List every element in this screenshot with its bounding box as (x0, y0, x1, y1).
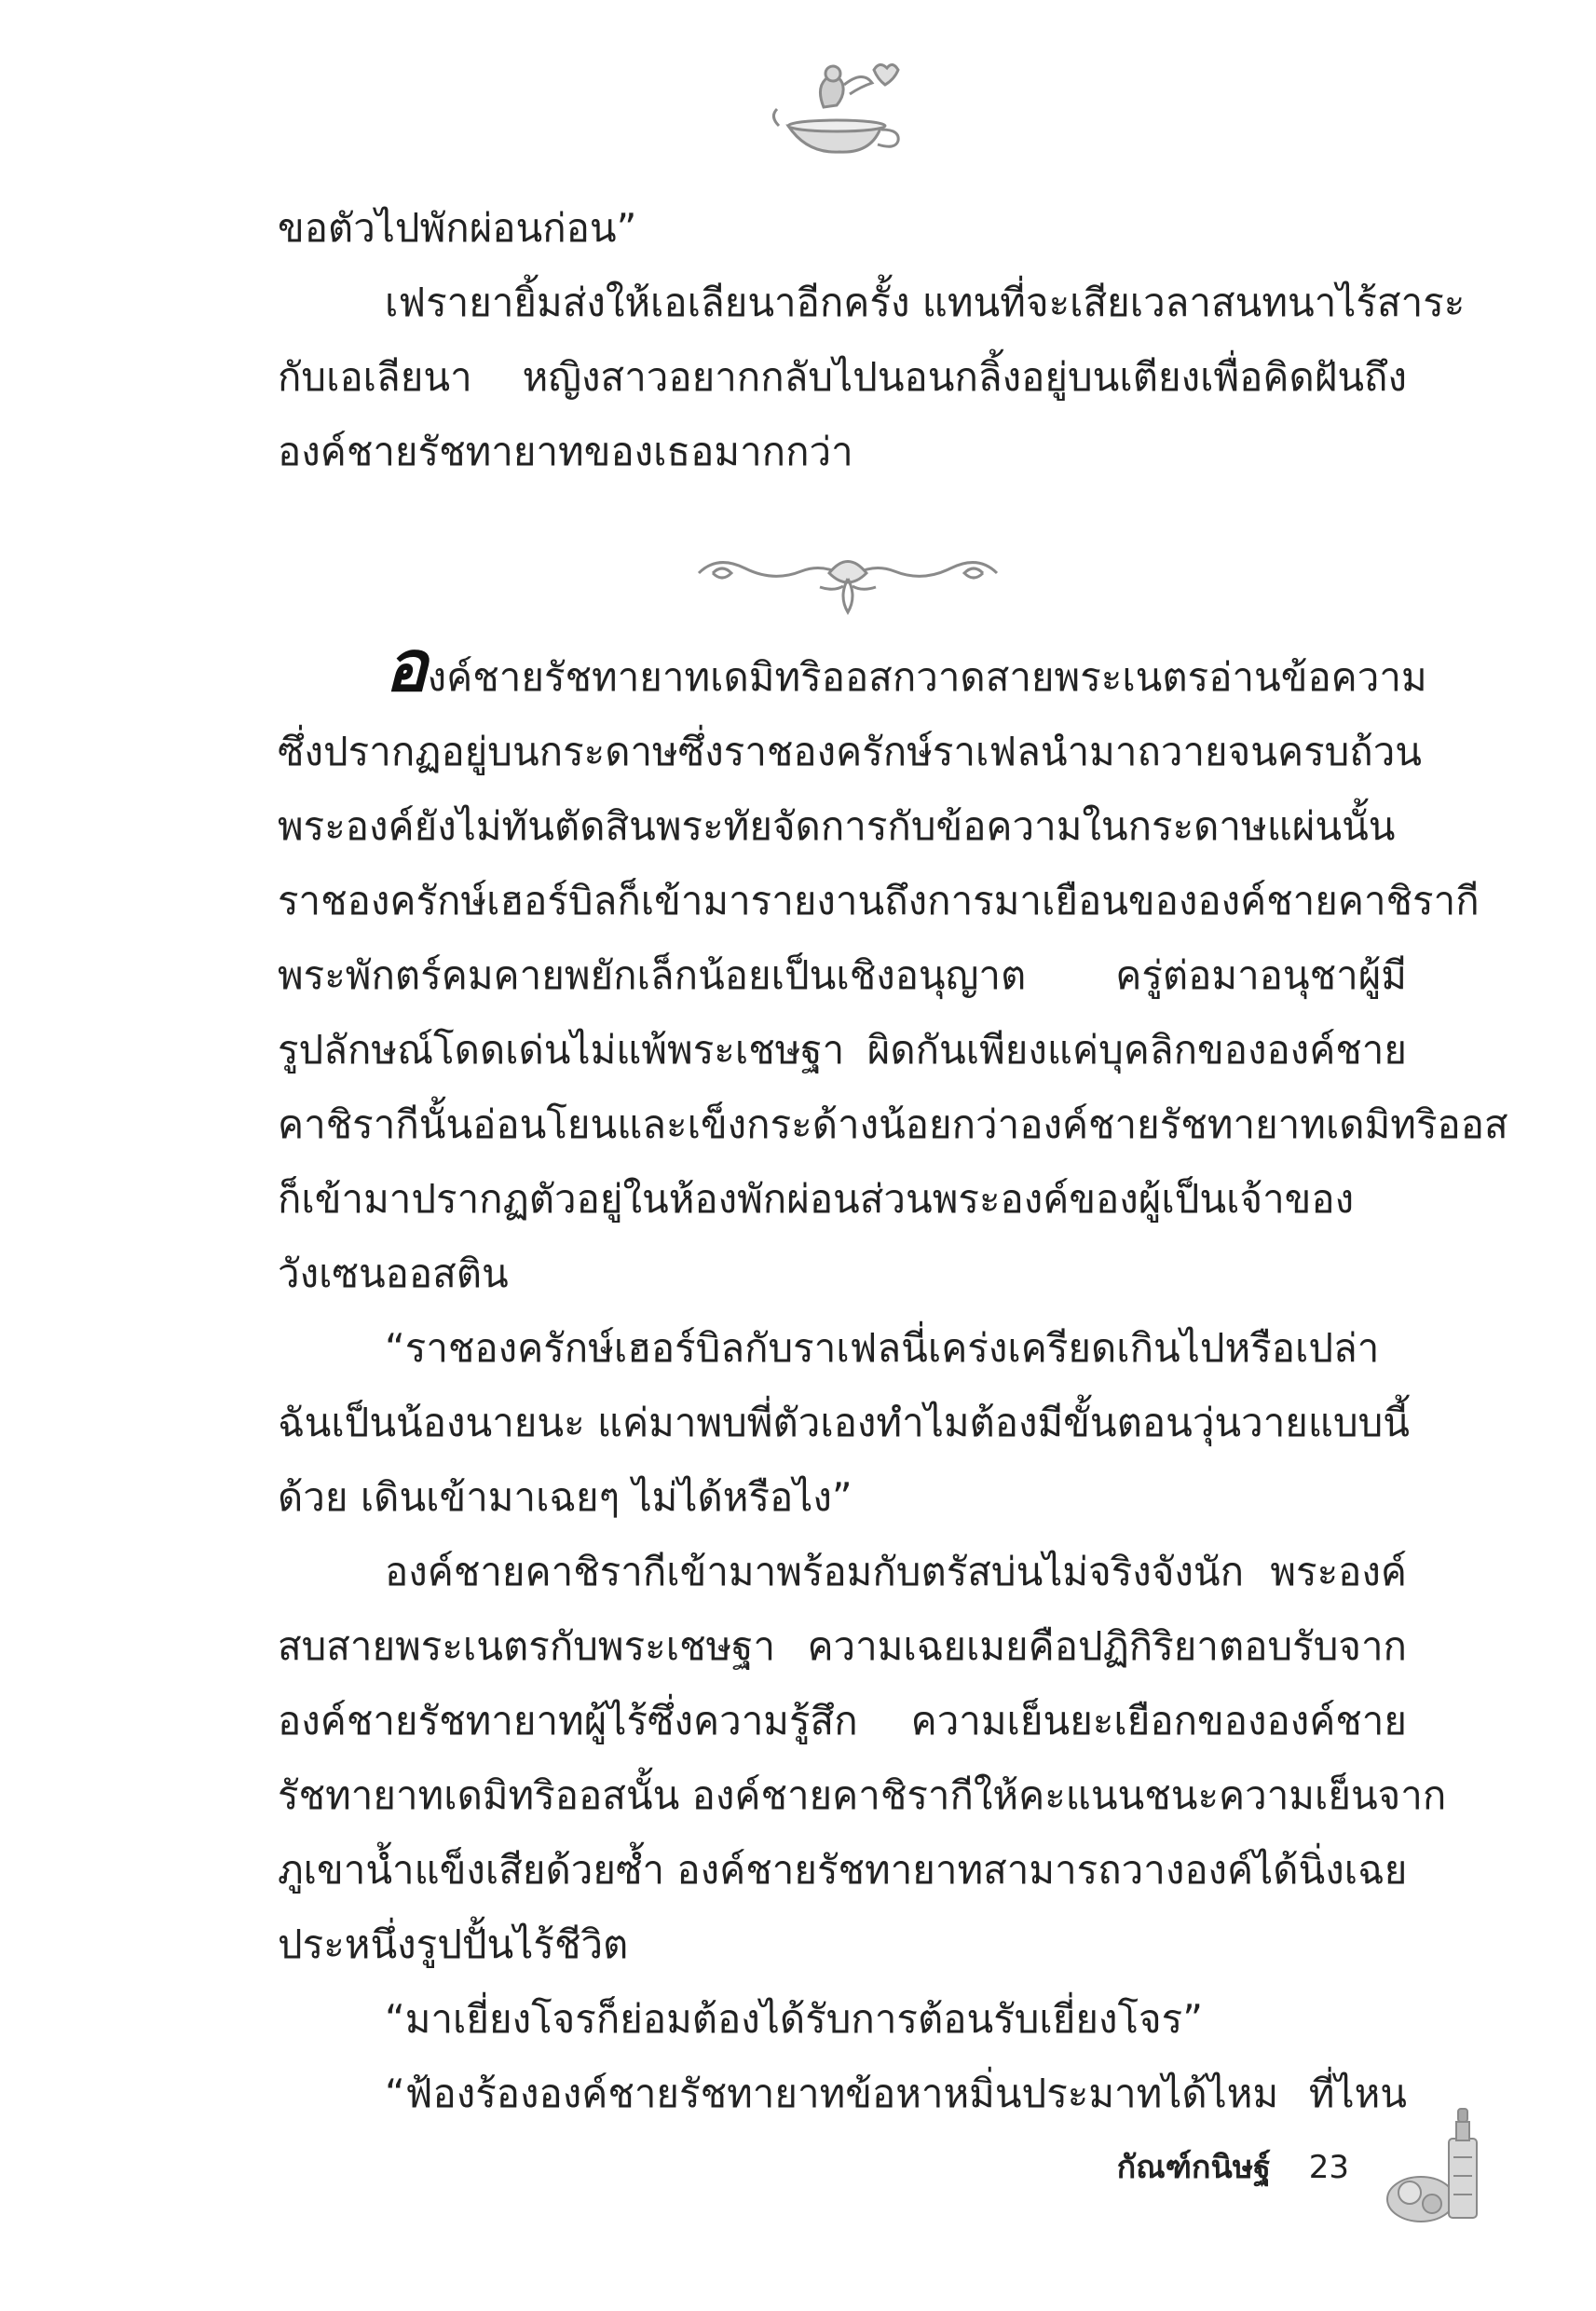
text-line (278, 624, 1427, 715)
main-text (278, 624, 1508, 2131)
teacup-cupid-ornament-icon (770, 51, 909, 163)
text-line: องค์ชายรัชทายาทของเธอมากกว่า (278, 429, 853, 474)
text-line: องค์ชายคาชิรากีเข้ามาพร้อมกับตรัสบ่นไม่จริงจังนัก พระองค์ (385, 1549, 1407, 1594)
first-line-text: งค์ชายรัชทายาทเดมิทริออสกวาดสายพระเนตรอ่านข้อความ (427, 654, 1427, 700)
text-line: รัชทายาทเดมิทริออสนั้น องค์ชายคาชิรากีให้คะแนนชนะความเย็นจาก (278, 1772, 1447, 1818)
text-line: “ราชองครักษ์เฮอร์บิลกับราเฟลนี่เคร่งเครียดเกินไปหรือเปล่า (385, 1325, 1380, 1371)
text-line: ประหนึ่งรูปปั้นไร้ชีวิต (278, 1921, 629, 1967)
text-line: ด้วย เดินเข้ามาเฉยๆ ไม่ได้หรือไง” (278, 1474, 853, 1520)
text-line: วังเซนออสติน (278, 1251, 509, 1296)
text-line: ราชองครักษ์เฮอร์บิลก็เข้ามารายงานถึงการมาเยือนขององค์ชายคาชิรากี (278, 878, 1480, 923)
text-line: องค์ชายรัชทายาทผู้ไร้ซึ่งความรู้สึก ความเย็นยะเยือกขององค์ชาย (278, 1698, 1407, 1744)
drop-cap: อ (385, 624, 428, 707)
page-number: 23 (1308, 2149, 1349, 2186)
text-line: กับเอเลียนา หญิงสาวอยากกลับไปนอนกลิ้งอยู่บนเตียงเพื่อคิดฝันถึง (278, 354, 1407, 400)
perfume-bottle-ornament-icon (1384, 2101, 1491, 2227)
text-line: รูปลักษณ์โดดเด่นไม่แพ้พระเชษฐา ผิดกันเพียงแค่บุคลิกขององค์ชาย (278, 1027, 1407, 1073)
text-line: ก็เข้ามาปรากฏตัวอยู่ในห้องพักผ่อนส่วนพระองค์ของผู้เป็นเจ้าของ (278, 1176, 1355, 1222)
text-line: เฟรายายิ้มส่งให้เอเลียนาอีกครั้ง แทนที่จะเสียเวลาสนทนาไร้สาระ (385, 280, 1466, 325)
text-line: “ฟ้องร้ององค์ชายรัชทายาทข้อหาหมิ่นประมาทได้ไหม ที่ไหน (385, 2071, 1407, 2116)
text-line: ซึ่งปรากฏอยู่บนกระดาษซึ่งราชองครักษ์ราเฟลนำมาถวายจนครบถ้วน (278, 729, 1423, 774)
text-line: ขอตัวไปพักผ่อนก่อน” (278, 205, 637, 251)
text-line: คาชิรากีนั้นอ่อนโยนและเข็งกระด้างน้อยกว่าองค์ชายรัชทายาทเดมิทริออส (278, 1101, 1508, 1147)
book-title: กัณฑ์กนิษฐ์ (1116, 2149, 1271, 2186)
flourish-divider-icon (689, 545, 1006, 620)
text-line: พระพักตร์คมคายพยักเล็กน้อยเป็นเชิงอนุญาต ครู่ต่อมาอนุชาผู้มี (278, 952, 1407, 998)
text-line: พระองค์ยังไม่ทันตัดสินพระทัยจัดการกับข้อความในกระดาษแผ่นนั้น (278, 803, 1396, 849)
text-line: ภูเขาน้ำแข็งเสียด้วยซ้ำ องค์ชายรัชทายาทสามารถวางองค์ได้นิ่งเฉย (278, 1847, 1408, 1893)
text-line: “มาเยี่ยงโจรก็ย่อมต้องได้รับการต้อนรับเยี่ยงโจร” (385, 1996, 1203, 2042)
top-paragraphs (278, 191, 1466, 489)
page-footer (1117, 2141, 1349, 2192)
text-line: สบสายพระเนตรกับพระเชษฐา ความเฉยเมยคือปฏิกิริยาตอบรับจาก (278, 1623, 1407, 1669)
text-line: ฉันเป็นน้องนายนะ แค่มาพบพี่ตัวเองทำไมต้องมีขั้นตอนวุ่นวายแบบนี้ (278, 1400, 1411, 1445)
